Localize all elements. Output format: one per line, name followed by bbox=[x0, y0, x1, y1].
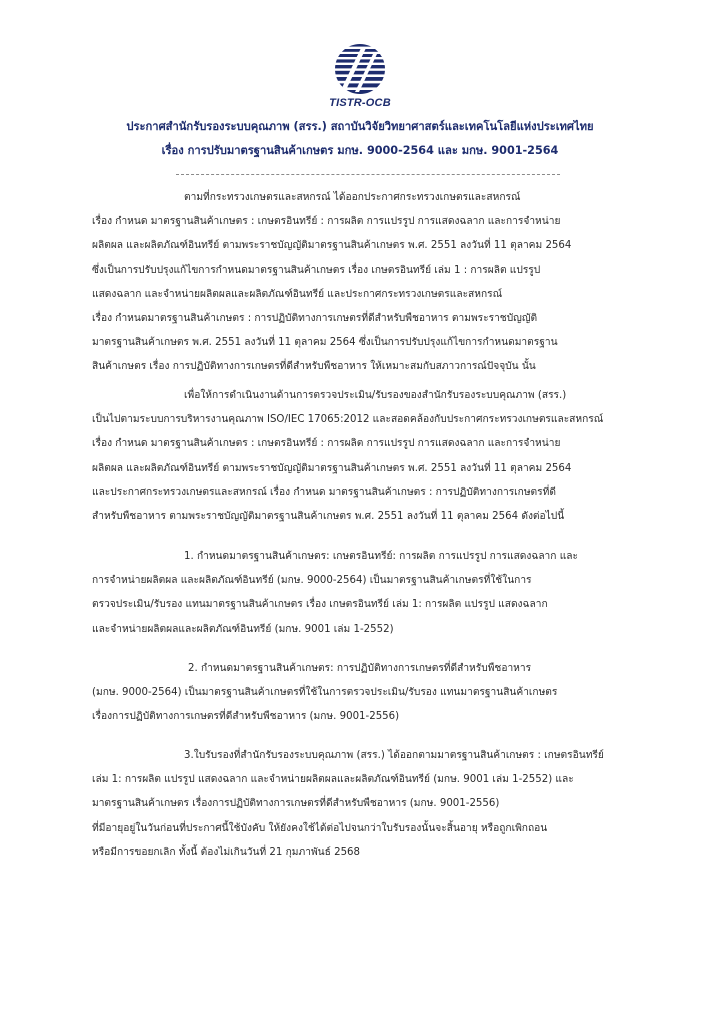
paragraph-line: สินค้าเกษตร เรื่อง การปฏิบัติทางการเกษตรที่ดีสำหรับพืชอาหาร ให้เหมาะสมกับสภาวการณ์ปัจจุบัน นั้น bbox=[92, 361, 536, 373]
paragraph-line: และประกาศกระทรวงเกษตรและสหกรณ์ เรื่อง กำหนด มาตรฐานสินค้าเกษตร : การปฏิบัติทางการเกษตรที่ดี bbox=[92, 486, 556, 498]
paragraph-line: มาตรฐานสินค้าเกษตร พ.ศ. 2551 ลงวันที่ 11 ตุลาคม 2564 ซึ่งเป็นการปรับปรุงแก้ไขการกำหนดมาตรฐาน bbox=[92, 337, 558, 349]
paragraph-line: เพื่อให้การดำเนินงานด้านการตรวจประเมิน/รับรองของสำนักรับรองระบบคุณภาพ (สรร.) bbox=[184, 390, 567, 401]
paragraph-line: 3.ใบรับรองที่สำนักรับรองระบบคุณภาพ (สรร.) ได้ออกตามมาตรฐานสินค้าเกษตร : เกษตรอินทรีย์ bbox=[184, 750, 604, 761]
paragraph-1 bbox=[92, 186, 626, 380]
paragraph-line: ตรวจประเมิน/รับรอง แทนมาตรฐานสินค้าเกษตร เรื่อง เกษตรอินทรีย์ เล่ม 1: การผลิต แปรรูป แสดงฉลาก bbox=[92, 599, 548, 611]
paragraph-line: ซึ่งเป็นการปรับปรุงแก้ไขการกำหนดมาตรฐานสินค้าเกษตร เรื่อง เกษตรอินทรีย์ เล่ม 1 : การผลิต แปรรูป bbox=[92, 264, 541, 276]
paragraph-line: เรื่อง กำหนด มาตรฐานสินค้าเกษตร : เกษตรอินทรีย์ : การผลิต การแปรรูป การแสดงฉลาก และการจำหน่าย bbox=[92, 216, 561, 228]
title-line-1: ประกาศสำนักรับรองระบบคุณภาพ (สรร.) สถาบันวิจัยวิทยาศาสตร์และเทคโนโลยีแห่งประเทศไทย bbox=[126, 120, 594, 133]
dashed-divider bbox=[176, 174, 560, 175]
paragraph-line: ตามที่กระทรวงเกษตรและสหกรณ์ ได้ออกประกาศกระทรวงเกษตรและสหกรณ์ bbox=[184, 192, 521, 203]
paragraph-line: 2. กำหนดมาตรฐานสินค้าเกษตร: การปฏิบัติทางการเกษตรที่ดีสำหรับพืชอาหาร bbox=[188, 663, 532, 674]
item-2 bbox=[92, 657, 626, 730]
tistr-ocb-logo bbox=[320, 42, 400, 109]
item-3 bbox=[92, 744, 626, 865]
paragraph-line: แสดงฉลาก และจำหน่ายผลิตผลและผลิตภัณฑ์อินทรีย์ และประกาศกระทรวงเกษตรและสหกรณ์ bbox=[92, 288, 503, 300]
announcement-title bbox=[60, 115, 660, 163]
paragraph-line: ผลิตผล และผลิตภัณฑ์อินทรีย์ ตามพระราชบัญญัติมาตรฐานสินค้าเกษตร พ.ศ. 2551 ลงวันที่ 11 ตุลาคม 2564 bbox=[92, 240, 572, 252]
paragraph-line: ผลิตผล และผลิตภัณฑ์อินทรีย์ ตามพระราชบัญญัติมาตรฐานสินค้าเกษตร พ.ศ. 2551 ลงวันที่ 11 ตุลาคม 2564 bbox=[92, 462, 572, 474]
paragraph-2 bbox=[92, 384, 626, 529]
item-1 bbox=[92, 545, 626, 642]
paragraph-line: เรื่อง กำหนด มาตรฐานสินค้าเกษตร : เกษตรอินทรีย์ : การผลิต การแปรรูป การแสดงฉลาก และการจำหน่าย bbox=[92, 438, 561, 450]
paragraph-line: การจำหน่ายผลิตผล และผลิตภัณฑ์อินทรีย์ (มกษ. 9000-2564) เป็นมาตรฐานสินค้าเกษตรที่ใช้ในการ bbox=[92, 575, 532, 587]
paragraph-line: ที่มีอายุอยู่ในวันก่อนที่ประกาศนี้ใช้บังคับ ให้ยังคงใช้ได้ต่อไปจนกว่าใบรับรองนั้นจะสิ้นอายุ หรือถูกเพิกถอน bbox=[92, 822, 548, 834]
paragraph-line: (มกษ. 9000-2564) เป็นมาตรฐานสินค้าเกษตรที่ใช้ในการตรวจประเมิน/รับรอง แทนมาตรฐานสินค้าเกษตร bbox=[92, 687, 558, 699]
paragraph-line: 1. กำหนดมาตรฐานสินค้าเกษตร: เกษตรอินทรีย์: การผลิต การแปรรูป การแสดงฉลาก และ bbox=[184, 551, 578, 562]
paragraph-line: เรื่องการปฏิบัติทางการเกษตรที่ดีสำหรับพืชอาหาร (มกษ. 9001-2556) bbox=[92, 711, 400, 723]
paragraph-line: หรือมีการขอยกเลิก ทั้งนี้ ต้องไม่เกินวันที่ 21 กุมภาพันธ์ 2568 bbox=[92, 846, 361, 858]
title-line-2: เรื่อง การปรับมาตรฐานสินค้าเกษตร มกษ. 9000-2564 และ มกษ. 9001-2564 bbox=[161, 144, 559, 157]
globe-logo-icon bbox=[333, 42, 387, 96]
paragraph-line: มาตรฐานสินค้าเกษตร เรื่องการปฏิบัติทางการเกษตรที่ดีสำหรับพืชอาหาร (มกษ. 9001-2556) bbox=[92, 798, 500, 810]
paragraph-line: เล่ม 1: การผลิต แปรรูป แสดงฉลาก และจำหน่ายผลิตผลและผลิตภัณฑ์อินทรีย์ (มกษ. 9001 เล่ม 1-2552) และ bbox=[92, 774, 574, 786]
logo-text: TISTR-OCB bbox=[329, 97, 391, 109]
paragraph-line: สำหรับพืชอาหาร ตามพระราชบัญญัติมาตรฐานสินค้าเกษตร พ.ศ. 2551 ลงวันที่ 11 ตุลาคม 2564 ดังต่อไปนี้ bbox=[92, 511, 565, 523]
paragraph-line: เป็นไปตามระบบการบริหารงานคุณภาพ ISO/IEC 17065:2012 และสอดคล้องกับประกาศกระทรวงเกษตรและสหกรณ์ bbox=[92, 414, 604, 426]
paragraph-line: และจำหน่ายผลิตผลและผลิตภัณฑ์อินทรีย์ (มกษ. 9001 เล่ม 1-2552) bbox=[92, 623, 394, 635]
paragraph-line: เรื่อง กำหนดมาตรฐานสินค้าเกษตร : การปฏิบัติทางการเกษตรที่ดีสำหรับพืชอาหาร ตามพระราชบัญญัติ bbox=[92, 313, 538, 325]
